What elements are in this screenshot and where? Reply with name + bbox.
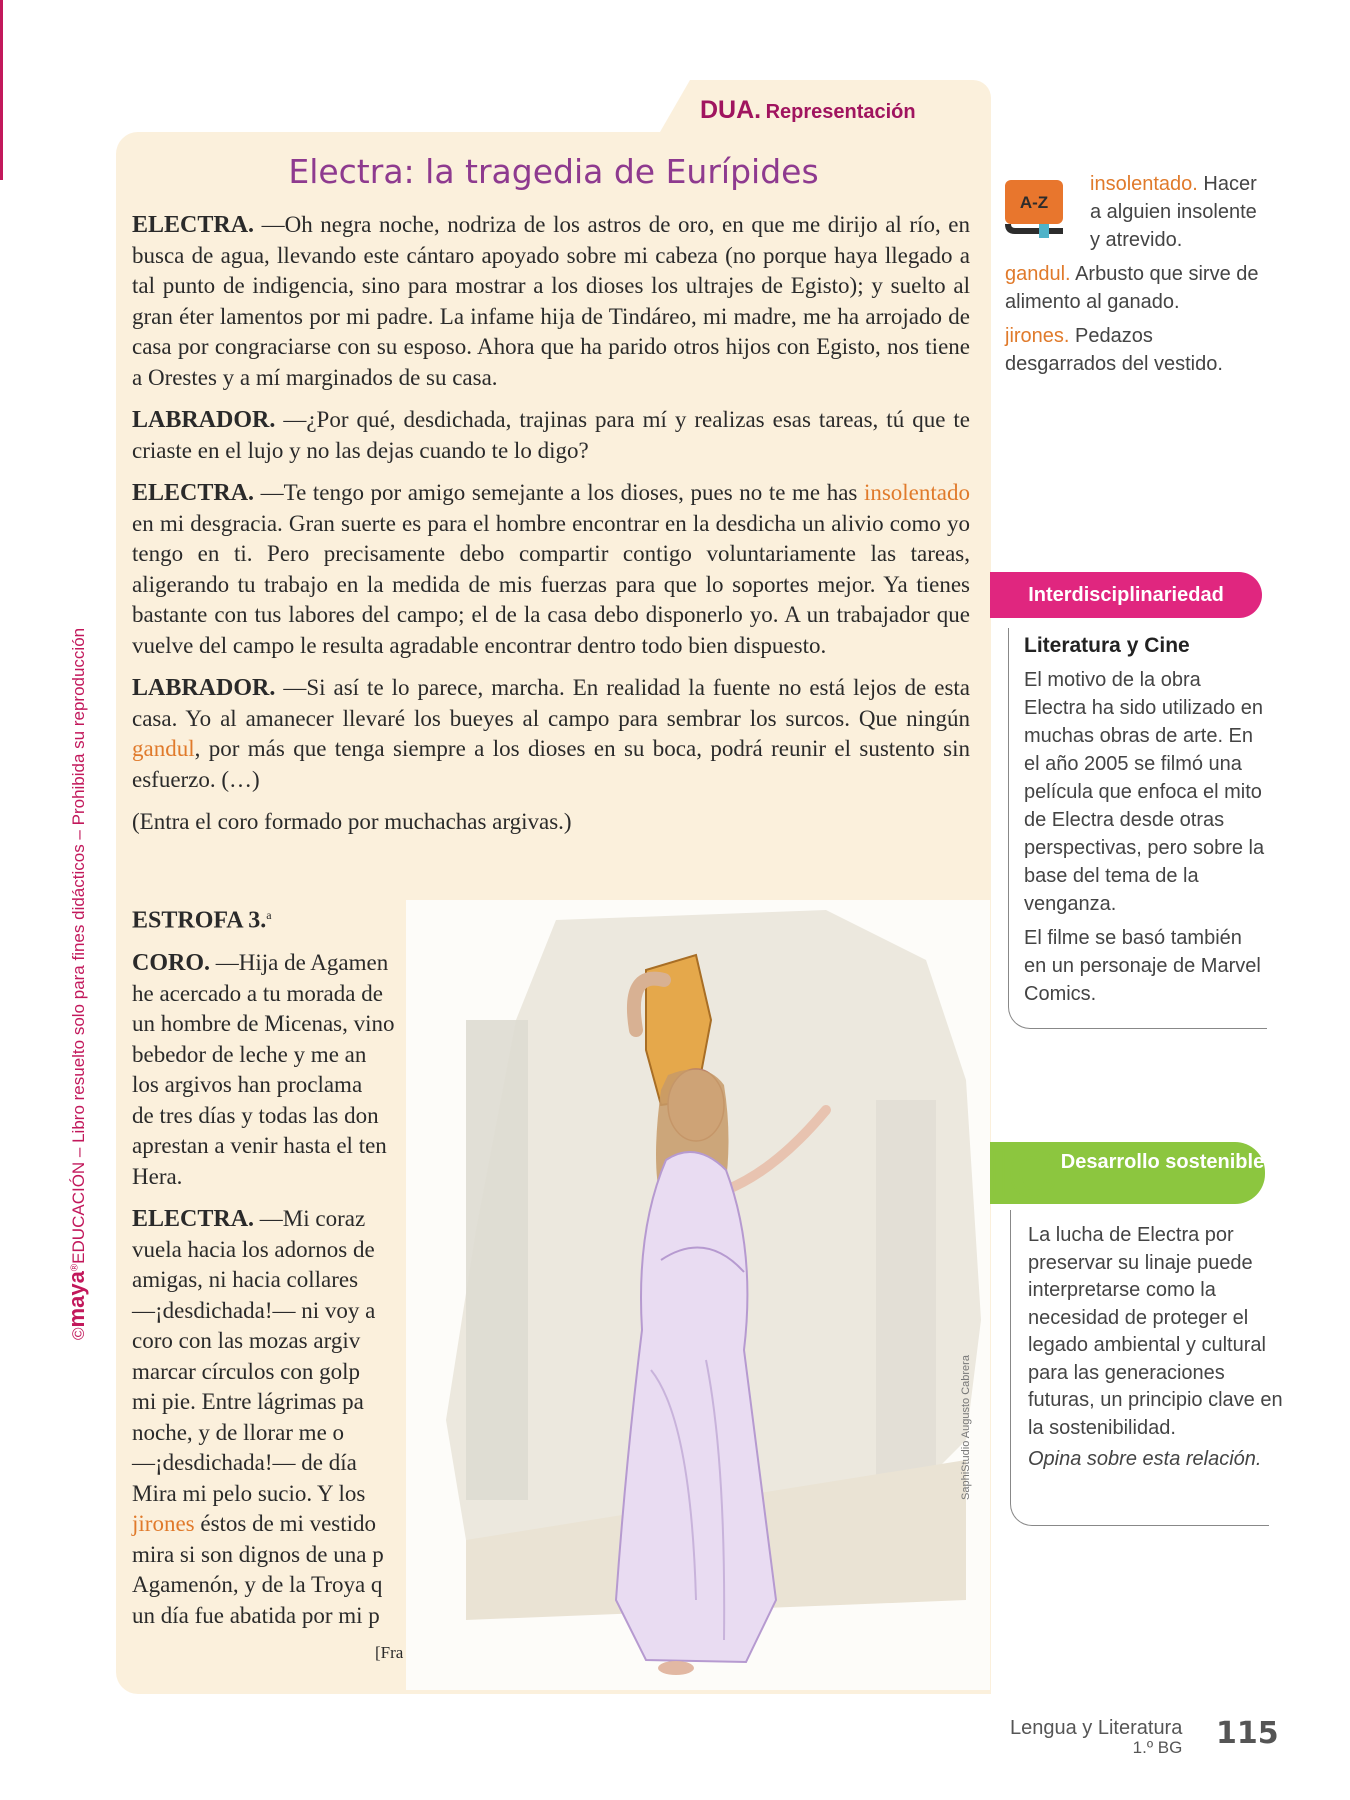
speech: —Oh negra noche, nodriza de los astros de oro, en que me dirijo al río, en busca de agua, llevando este cántaro apoyado sobre mi cabeza (no porque haya llegado a tal punto de indigencia, sino para mostrar a los dioses los ultrajes de Egisto); y suelto al gran éter lamentos por mi padre. La infame hija de Tindáreo, mi madre, me ha arrojado de casa por congraciarse con su esposo. Ahora que ha parido otros hijos con Egisto, nos tiene a Orestes y a mí marginados de su casa. <box>132 212 970 390</box>
speaker-name: LABRADOR. <box>132 675 276 701</box>
verse-line: bebedor de leche y me an <box>132 1041 367 1067</box>
verse-line: un día fue abatida por mi p <box>132 1602 380 1628</box>
verse-line: los argivos han proclama <box>132 1072 363 1098</box>
stage-direction: (Entra el coro formado por muchachas argivas.) <box>132 809 572 834</box>
edge-accent-bar <box>0 0 3 180</box>
verse-line: de tres días y todas las don <box>132 1102 379 1128</box>
source-citation: [Fra <box>375 1643 404 1662</box>
verse-line: éstos de mi vestido <box>194 1511 377 1537</box>
verse-line: vuela hacia los adornos de <box>132 1236 375 1262</box>
speaker-name: ELECTRA. <box>132 1206 255 1233</box>
dua-label <box>700 96 916 125</box>
footer-grade: 1.º BG <box>1132 1738 1183 1757</box>
glossary-definition: Pedazos desgarrados del vestido. <box>1005 325 1223 375</box>
coro-paragraph <box>132 948 432 1192</box>
glossary-item <box>1005 170 1265 254</box>
interdisciplinariedad-box <box>1008 632 1266 1014</box>
interdisciplinariedad-paragraph: El motivo de la obra Electra ha sido utilizado en muchas obras de arte. En el año 2005 se filmó una película que enfoca el mito de Electra desde otras perspectivas, pero sobre la base del tema de la venganza. <box>1024 669 1265 915</box>
verse-line: Mira mi pelo sucio. Y los <box>132 1480 366 1506</box>
stanza-heading <box>132 900 432 936</box>
verse-line: marcar círculos con golp <box>132 1358 360 1384</box>
speech: —Si así te lo parece, marcha. En realidad la fuente no está lejos de esta casa. Yo al amanecer llevaré los bueyes al campo para sembrar los surcos. Que ningún <box>132 675 970 731</box>
copyright-symbol: © <box>69 1327 88 1340</box>
verse-line: coro con las mozas argiv <box>132 1328 361 1354</box>
dua-title: DUA. <box>700 96 762 124</box>
electra-figure-image <box>406 900 990 1690</box>
glossary-definition: Hacer a alguien insolente y atrevido. <box>1090 173 1257 251</box>
stanza-column <box>132 900 432 1643</box>
verse-line: he acercado a tu morada de <box>132 980 383 1006</box>
speaker-name: ELECTRA. <box>132 480 255 506</box>
dialogue-paragraph <box>132 478 970 661</box>
verse-line: Agamenón, y de la Troya q <box>132 1572 383 1598</box>
glossary-word: insolentado. <box>1090 173 1198 195</box>
verse-line: —¡desdichada!— de día <box>132 1450 357 1476</box>
stanza-ordinal: a <box>266 908 272 922</box>
glossary-term-insolentado: insolentado <box>863 480 970 505</box>
desarrollo-text: La lucha de Electra por preservar su linaje puede interpretarse como la necesidad de proteger el legado ambiental y cultural para las generaciones futuras, un principio clave en la sostenibilidad. <box>1028 1224 1283 1439</box>
verse-line: mira si son dignos de una p <box>132 1541 384 1567</box>
verse-line: Hera. <box>132 1163 183 1189</box>
copyright-vertical-text <box>64 440 90 1340</box>
footer-subject-text: Lengua y Literatura <box>1010 1717 1183 1739</box>
az-label: A-Z <box>1019 193 1049 212</box>
registered-mark: ® <box>69 1263 81 1272</box>
dua-subtitle: Representación <box>765 101 916 123</box>
desarrollo-box <box>1012 1222 1288 1474</box>
speech: , por más que tenga siempre a los dioses en su boca, podrá reunir el sustento sin esfuerzo. (…) <box>132 736 970 792</box>
interdisciplinariedad-header: Interdisciplinariedad <box>990 572 1262 618</box>
dialogue-paragraph <box>132 210 970 393</box>
dialogue-paragraph <box>132 405 970 466</box>
glossary-item <box>1005 322 1265 378</box>
verse-line: —Hija de Agamen <box>210 950 389 976</box>
speaker-name: LABRADOR. <box>132 407 276 433</box>
page-title: Electra: la tragedia de Eurípides <box>288 152 819 191</box>
image-credit: SaphiStudio Augusto Cabrera <box>960 1355 972 1500</box>
brand-logo-text: maya <box>64 1271 89 1328</box>
verse-line: —Mi coraz <box>254 1206 366 1232</box>
interdisciplinariedad-paragraph: El filme se basó también en un personaje de Marvel Comics. <box>1024 927 1261 1005</box>
stanza-title: ESTROFA 3. <box>132 907 267 934</box>
dua-tab-slant <box>660 80 690 132</box>
speech: —¿Por qué, desdichada, trajinas para mí y realizas esas tareas, tú que te criaste en el lujo y no las dejas cuando te lo digo? <box>132 407 970 463</box>
desarrollo-header-text: Desarrollo sostenible <box>1060 1151 1265 1173</box>
speech: en mi desgracia. Gran suerte es para el hombre encontrar en la desdicha un alivio como yo tengo en ti. Pero precisamente debo compartir contigo voluntariamente las tareas, aligerando tu trabajo en la medida de mis fuerzas para que lo soportes mejor. Ya tienes bastante con tus labores del campo; el de la casa debo disponerlo yo. A un trabajador que vuelve del campo le resulta agradable encontrar dentro todo bien dispuesto. <box>132 510 970 658</box>
dialogue-text <box>132 210 970 850</box>
verse-line: amigas, ni hacia collares <box>132 1267 359 1293</box>
verse-line: —¡desdichada!— ni voy a <box>132 1297 376 1323</box>
speech: —Te tengo por amigo semejante a los dioses, pues no te me has <box>254 480 864 505</box>
interdisciplinariedad-subtitle: Literatura y Cine <box>1024 634 1190 657</box>
speaker-name: ELECTRA. <box>132 212 255 238</box>
verse-line: aprestan a venir hasta el ten <box>132 1133 387 1159</box>
dialogue-paragraph <box>132 673 970 795</box>
glossary-definition: Arbusto que sirve de alimento al ganado. <box>1005 263 1259 313</box>
glossary-word: gandul. <box>1005 263 1071 285</box>
page-number: 115 <box>1216 1716 1279 1751</box>
desarrollo-prompt: Opina sobre esta relación. <box>1028 1448 1262 1470</box>
glossary-word: jirones. <box>1005 325 1070 347</box>
glossary-panel <box>1005 170 1265 384</box>
verse-line: un hombre de Micenas, vino <box>132 1011 395 1037</box>
footer-subject <box>1010 1717 1182 1757</box>
verse-line: noche, y de llorar me o <box>132 1419 345 1445</box>
electra-paragraph <box>132 1204 432 1631</box>
electra-illustration <box>406 900 990 1690</box>
ic-icon: IC <box>990 1136 1056 1210</box>
glossary-term-jirones: jirones <box>132 1511 195 1537</box>
speaker-name: CORO. <box>132 950 210 977</box>
glossary-term-gandul: gandul <box>132 736 195 761</box>
glossary-item <box>1005 260 1265 316</box>
copyright-notice: EDUCACIÓN – Libro resuelto solo para fines didácticos – Prohibida su reproducción <box>69 627 88 1264</box>
verse-line: mi pie. Entre lágrimas pa <box>132 1389 364 1415</box>
